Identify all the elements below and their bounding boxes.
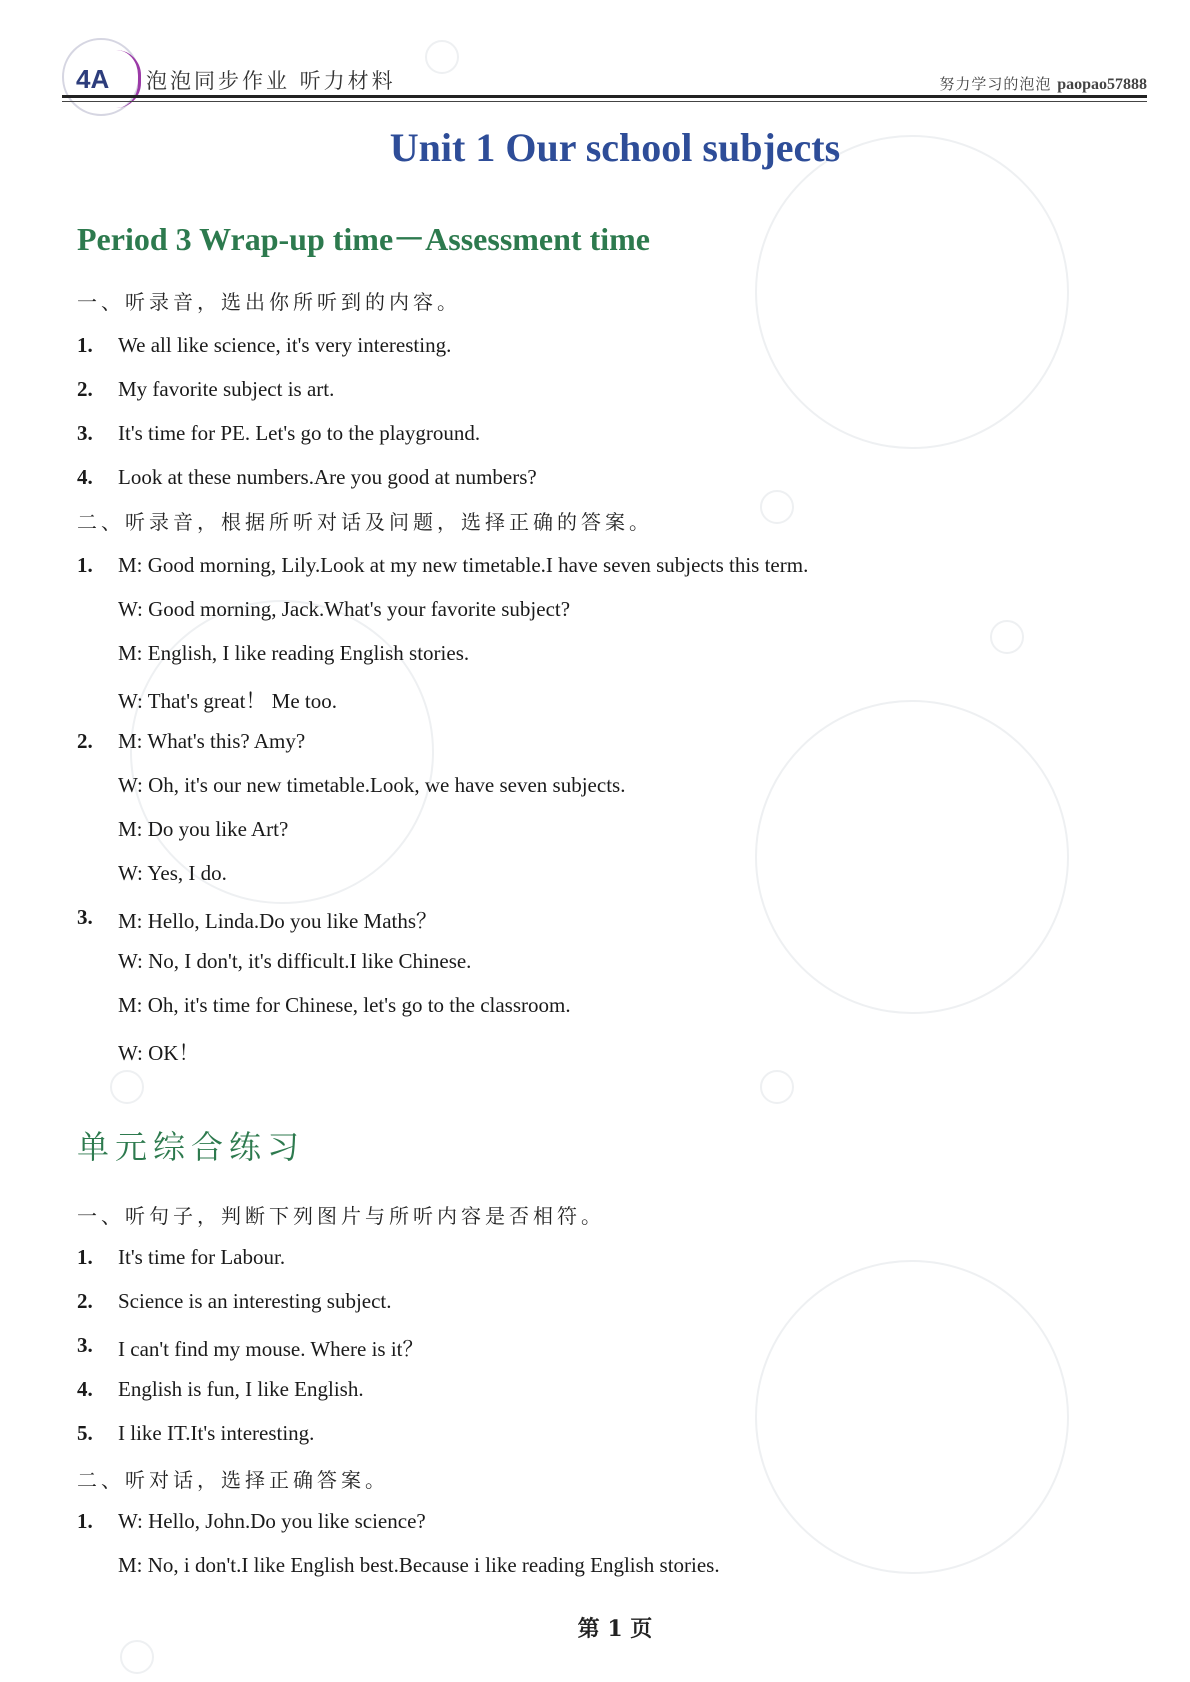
item-number: 1. [77, 333, 93, 357]
part2-instruction: 二、听录音，根据所听对话及问题，选择正确的答案。 [77, 510, 653, 534]
dialog-line: W: That's great！ Me too. [118, 689, 337, 713]
dialog-line: W: Good morning, Jack.What's your favorite subject? [118, 597, 571, 621]
item-number: 1. [77, 1245, 93, 1269]
item-text: English is fun, I like English. [118, 1377, 364, 1401]
dialog-line: W: Oh, it's our new timetable.Look, we have seven subjects. [118, 773, 626, 797]
dialog-number: 2. [77, 729, 93, 753]
item-number: 4. [77, 1377, 93, 1401]
page-header [62, 34, 1147, 104]
watermark-circle [755, 135, 1069, 449]
dialog-line: M: Oh, it's time for Chinese, let's go to the classroom. [118, 993, 571, 1017]
watermark-circle [755, 700, 1069, 1014]
dialog-line: M: Good morning, Lily.Look at my new timetable.I have seven subjects this term. [118, 553, 809, 577]
item-text: Look at these numbers.Are you good at numbers? [118, 465, 537, 489]
dialog-line: W: OK！ [118, 1041, 200, 1065]
section2-part1-instruction: 一、听句子，判断下列图片与所听内容是否相符。 [77, 1204, 605, 1228]
dialog-line: M: No, i don't.I like English best.Because i like reading English stories. [118, 1553, 720, 1577]
item-text: It's time for PE. Let's go to the playground. [118, 421, 481, 445]
item-text: I can't find my mouse. Where is it？ [118, 1337, 424, 1361]
item-number: 5. [77, 1421, 93, 1445]
watermark-dot [990, 620, 1024, 654]
watermark-dot [110, 1070, 144, 1104]
logo [62, 38, 140, 116]
dialog-number: 1. [77, 1509, 93, 1533]
header-title: 泡泡同步作业 听力材料 [146, 69, 396, 93]
dialog-line: M: What's this? Amy? [118, 729, 306, 753]
dialog-line: W: No, I don't, it's difficult.I like Chinese. [118, 949, 472, 973]
item-number: 4. [77, 465, 93, 489]
item-number: 3. [77, 421, 93, 445]
item-text: Science is an interesting subject. [118, 1289, 392, 1313]
page-number: 第 1 页 [577, 1616, 653, 1642]
header-rule [62, 95, 1147, 98]
dialog-line: M: English, I like reading English stories. [118, 641, 470, 665]
dialog-line: M: Hello, Linda.Do you like Maths？ [118, 909, 438, 933]
watermark-dot [760, 490, 794, 524]
watermark-dot [760, 1070, 794, 1104]
page-title: Unit 1 Our school subjects [389, 125, 841, 170]
header-rule-thin [62, 101, 1147, 102]
header-author-prefix: 努力学习的泡泡 [939, 75, 1052, 93]
item-number: 2. [77, 1289, 93, 1313]
item-text: I like IT.It's interesting. [118, 1421, 315, 1445]
watermark-dot [120, 1640, 154, 1674]
section-heading: 单元综合练习 [77, 1128, 306, 1166]
dialog-number: 3. [77, 905, 93, 929]
watermark-circle [755, 1260, 1069, 1574]
item-number: 3. [77, 1333, 93, 1357]
dialog-line: W: Yes, I do. [118, 861, 227, 885]
dialog-line: M: Do you like Art? [118, 817, 289, 841]
part1-instruction: 一、听录音，选出你所听到的内容。 [77, 290, 461, 314]
item-text: It's time for Labour. [118, 1245, 286, 1269]
header-author [939, 73, 1147, 94]
item-text: My favorite subject is art. [118, 377, 335, 401]
period-heading: Period 3 Wrap-up time－Assessment time [77, 221, 650, 257]
dialog-number: 1. [77, 553, 93, 577]
section2-part2-instruction: 二、听对话，选择正确答案。 [77, 1468, 389, 1492]
item-text: We all like science, it's very interesting. [118, 333, 452, 357]
header-author-id: paopao57888 [1057, 76, 1147, 93]
logo-arc-icon [116, 50, 141, 108]
dialog-line: W: Hello, John.Do you like science? [118, 1509, 426, 1533]
logo-text: 4A [76, 64, 110, 94]
item-number: 2. [77, 377, 93, 401]
